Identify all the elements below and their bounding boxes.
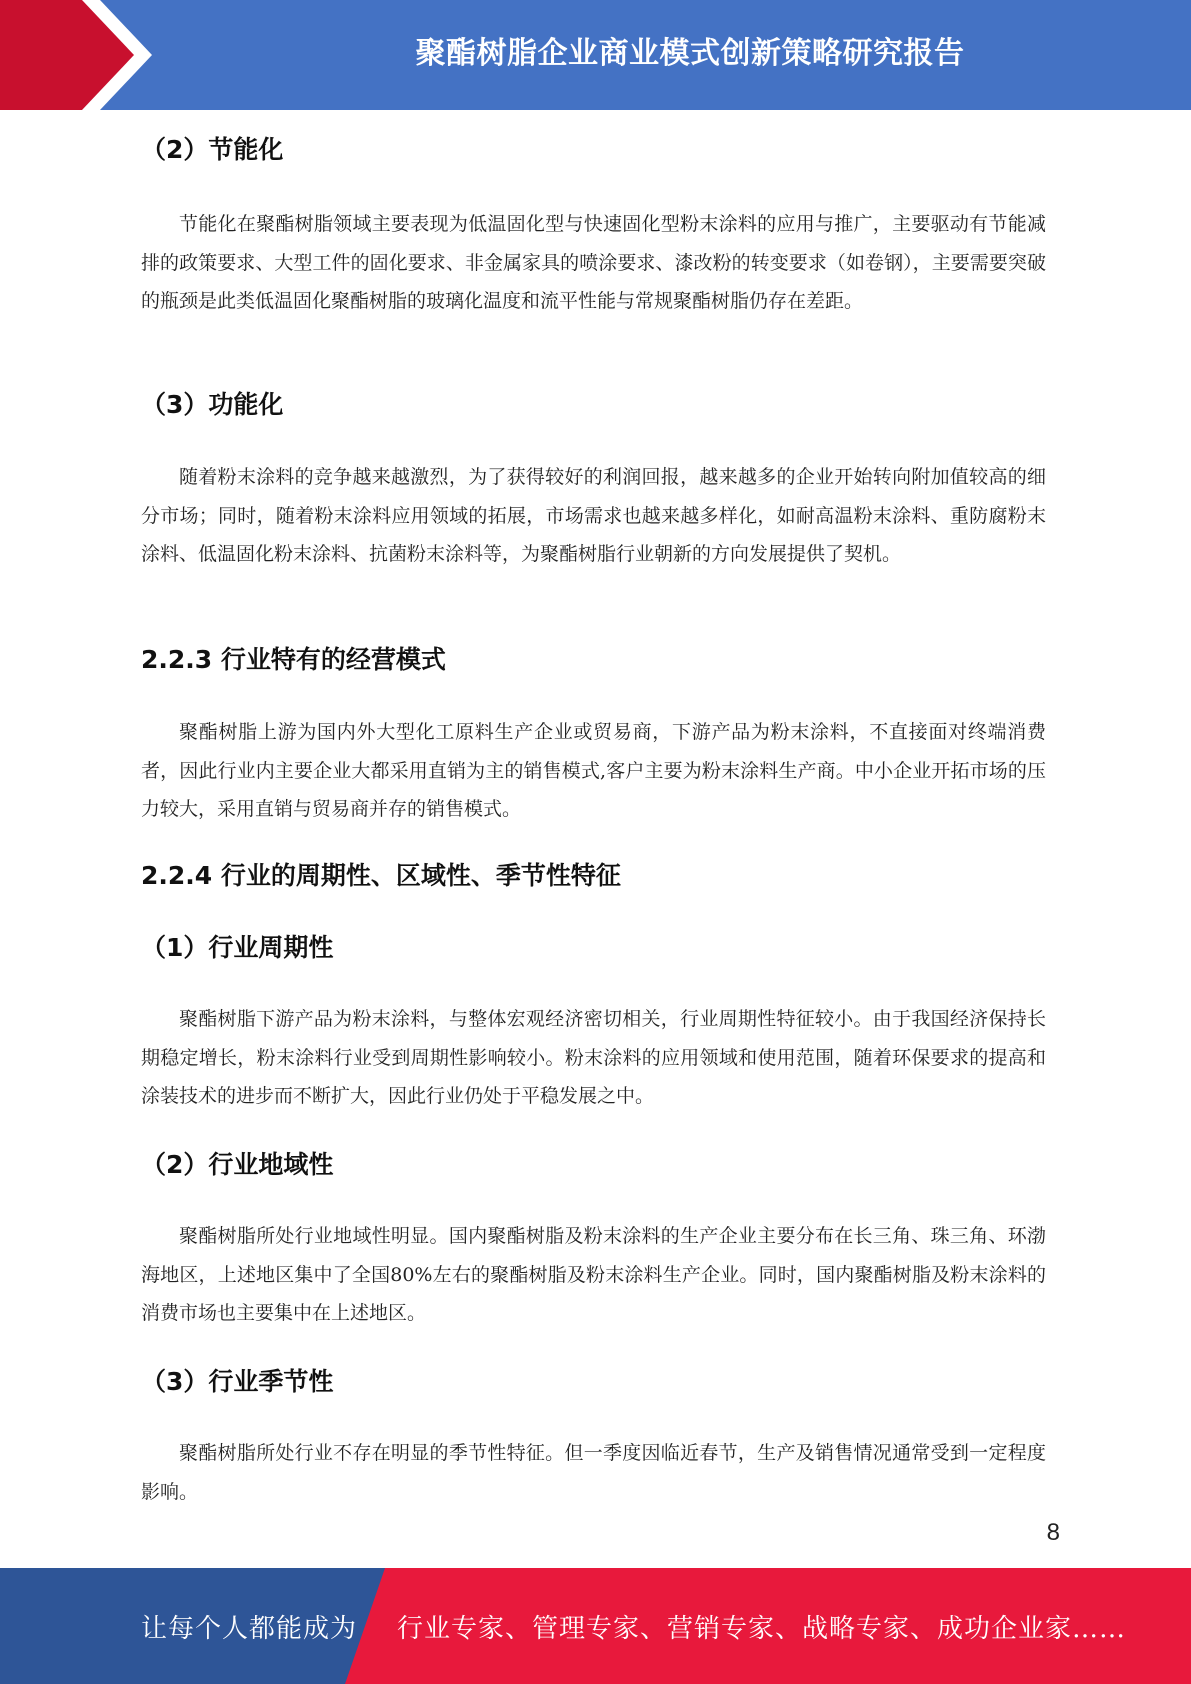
section-heading: （2）节能化 bbox=[141, 135, 284, 164]
section-cyclicality-body bbox=[141, 1000, 1046, 1116]
section-energy-saving-body bbox=[141, 205, 1046, 321]
section-paragraph: 聚酯树脂下游产品为粉末涂料，与整体宏观经济密切相关，行业周期性特征较小。由于我国经济保持长期稳定增长，粉末涂料行业受到周期性影响较小。粉末涂料的应用领域和使用范围，随着环保要求的提高和涂装技术的进步而不断扩大，因此行业仍处于平稳发展之中。 bbox=[141, 1008, 1046, 1107]
section-heading: 2.2.4 行业的周期性、区域性、季节性特征 bbox=[141, 861, 621, 890]
section-regional bbox=[141, 1145, 1046, 1181]
section-business-model bbox=[141, 640, 1046, 676]
header-arrow-decoration bbox=[0, 0, 160, 110]
section-heading: （3）功能化 bbox=[141, 390, 284, 419]
section-functional bbox=[141, 385, 1046, 421]
footer-slogan-left: 让每个人都能成为 bbox=[141, 1613, 358, 1644]
page-footer bbox=[0, 1568, 1191, 1684]
footer-slogan-right: 行业专家、管理专家、营销专家、战略专家、成功企业家…… bbox=[397, 1613, 1127, 1644]
section-heading: 2.2.3 行业特有的经营模式 bbox=[141, 645, 446, 674]
section-paragraph: 聚酯树脂所处行业地域性明显。国内聚酯树脂及粉末涂料的生产企业主要分布在长三角、珠三角、环渤海地区，上述地区集中了全国80%左右的聚酯树脂及粉末涂料生产企业。同时，国内聚酯树脂及粉末涂料的消费市场也主要集中在上述地区。 bbox=[141, 1225, 1046, 1324]
section-paragraph: 聚酯树脂上游为国内外大型化工原料生产企业或贸易商，下游产品为粉末涂料，不直接面对终端消费者，因此行业内主要企业大都采用直销为主的销售模式,客户主要为粉末涂料生产商。中小企业开拓市场的压力较大，采用直销与贸易商并存的销售模式。 bbox=[141, 721, 1046, 820]
section-regional-body bbox=[141, 1217, 1046, 1333]
page-header bbox=[0, 0, 1191, 110]
section-heading: （3）行业季节性 bbox=[141, 1367, 334, 1396]
report-title: 聚酯树脂企业商业模式创新策略研究报告 bbox=[415, 36, 965, 71]
section-seasonal-body bbox=[141, 1434, 1046, 1511]
section-business-model-body bbox=[141, 713, 1046, 829]
section-functional-body bbox=[141, 458, 1046, 574]
section-paragraph: 节能化在聚酯树脂领域主要表现为低温固化型与快速固化型粉末涂料的应用与推广，主要驱动有节能减排的政策要求、大型工件的固化要求、非金属家具的喷涂要求、漆改粉的转变要求（如卷钢），主要需要突破的瓶颈是此类低温固化聚酯树脂的玻璃化温度和流平性能与常规聚酯树脂仍存在差距。 bbox=[141, 213, 1046, 312]
section-characteristics bbox=[141, 856, 1046, 892]
section-energy-saving bbox=[141, 130, 1046, 166]
section-heading: （2）行业地域性 bbox=[141, 1150, 334, 1179]
section-paragraph: 随着粉末涂料的竞争越来越激烈，为了获得较好的利润回报，越来越多的企业开始转向附加值较高的细分市场；同时，随着粉末涂料应用领域的拓展，市场需求也越来越多样化，如耐高温粉末涂料、重防腐粉末涂料、低温固化粉末涂料、抗菌粉末涂料等，为聚酯树脂行业朝新的方向发展提供了契机。 bbox=[141, 466, 1046, 565]
section-cyclicality bbox=[141, 928, 1046, 964]
page-number: 8 bbox=[1046, 1519, 1060, 1546]
section-paragraph: 聚酯树脂所处行业不存在明显的季节性特征。但一季度因临近春节，生产及销售情况通常受到一定程度影响。 bbox=[141, 1442, 1046, 1503]
section-heading: （1）行业周期性 bbox=[141, 933, 334, 962]
section-seasonal bbox=[141, 1362, 1046, 1398]
